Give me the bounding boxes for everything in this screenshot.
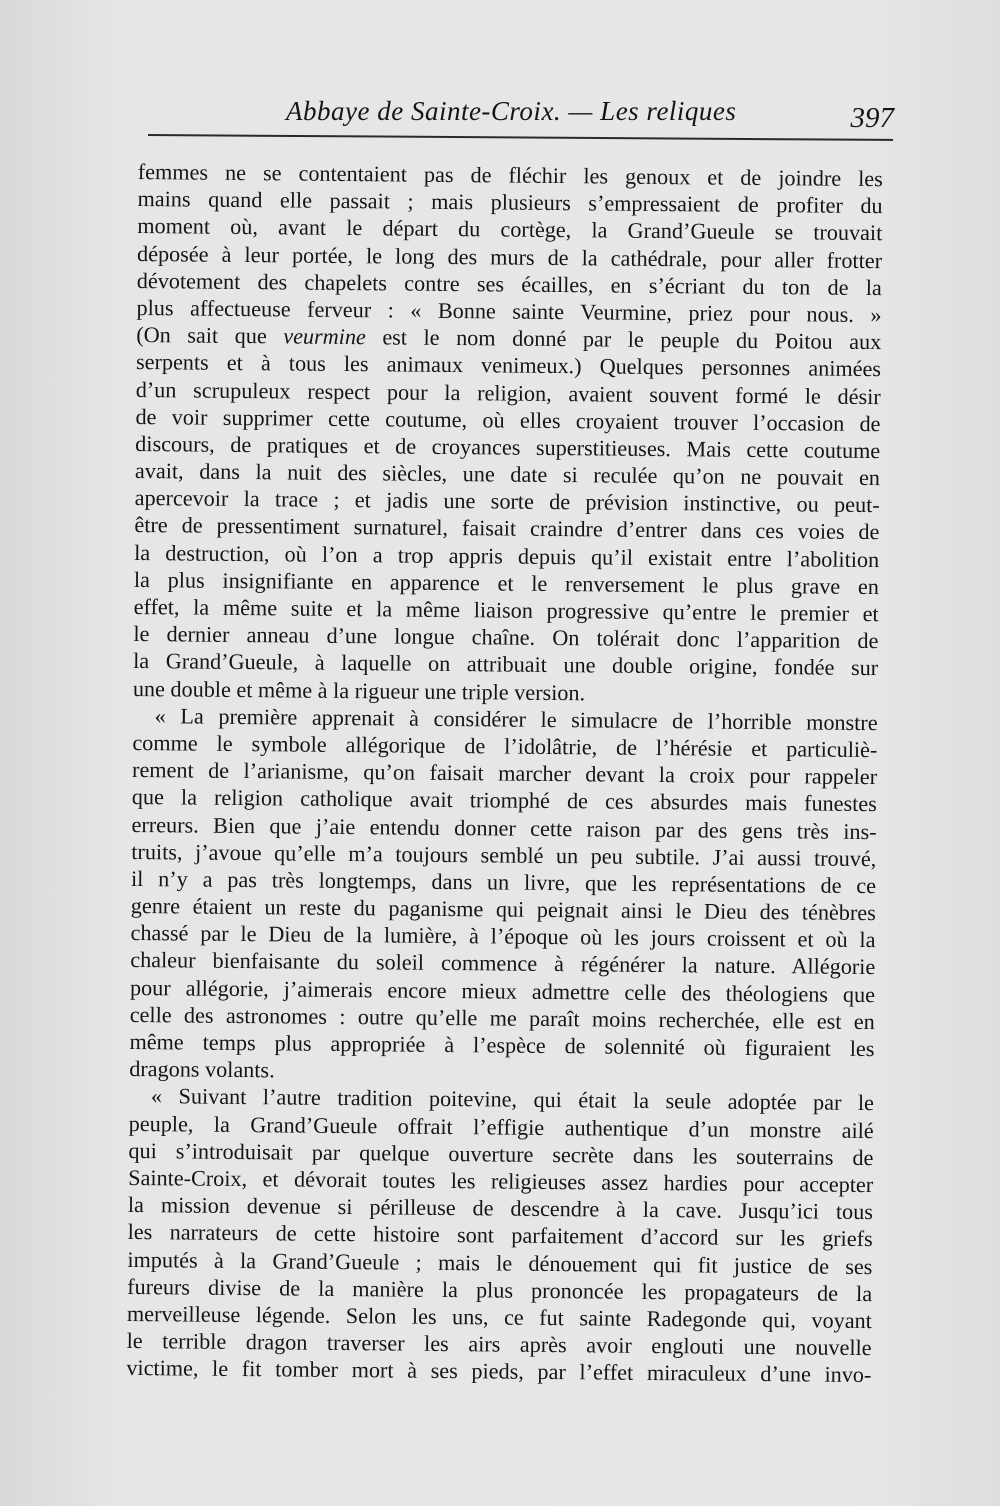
- page-number: 397: [850, 102, 894, 134]
- text-line: qui s’introduisait par quelque ouverture secrète dans les souterrains de: [128, 1137, 874, 1170]
- body-text: [126, 158, 883, 1389]
- text-line: apercevoir la trace ; et jadis une sorte de prévision instinctive, ou peut-: [134, 485, 880, 518]
- text-line: moment où, avant le départ du cortège, la Grand’Gueule se trouvait: [137, 213, 883, 246]
- text-line: « La première apprenait à considérer le simulacre de l’horrible monstre: [154, 702, 878, 735]
- text-line: être de pressentiment surnaturel, faisait craindre d’entrer dans ces voies de: [134, 512, 880, 545]
- text-line: truits, j’avoue qu’elle m’a toujours semblé un peu subtile. J’ai aussi trouvé,: [131, 838, 877, 871]
- text-line: fureurs divise de la manière la plus prononcée les propagateurs de la: [127, 1273, 873, 1306]
- text-line: les narrateurs de cette histoire sont parfaitement d’accord sur les griefs: [127, 1219, 873, 1252]
- text-line: mains quand elle passait ; mais plusieurs s’empressaient de profiter du: [137, 186, 883, 219]
- text-line: avait, dans la nuit des siècles, une date si reculée qu’on ne pouvait en: [134, 458, 881, 491]
- text-line: que la religion catholique avait triomphé de ces absurdes mais funestes: [131, 784, 877, 817]
- text-line: effet, la même suite et la même liaison progressive qu’entre le premier et: [133, 593, 879, 627]
- text-line: la Grand’Gueule, à laquelle on attribuait une double origine, fondée sur: [133, 648, 879, 681]
- text-line: il n’y a pas très longtemps, dans un livre, que les représentations de ce: [130, 865, 877, 898]
- page-header: [148, 96, 894, 140]
- text-line: de voir supprimer cette coutume, où elles croyaient trouver l’occasion de: [135, 403, 881, 436]
- text-line: comme le symbole allégorique de l’idolâtrie, de l’hérésie et particuliè-: [132, 729, 878, 763]
- text-line: peuple, la Grand’Gueule offrait l’effigie authentique d’un monstre ailé: [128, 1110, 874, 1143]
- text-line: serpents et à tous les animaux venimeux.) Quelques personnes animées: [135, 349, 882, 382]
- text-line: merveilleuse légende. Selon les uns, ce fut sainte Radegonde qui, voyant: [126, 1300, 872, 1333]
- text-line: pour allégorie, j’aimerais encore mieux admettre celle des théologiens que: [129, 974, 876, 1007]
- text-line: déposée à leur portée, le long des murs de la cathédrale, pour aller frotter: [136, 240, 883, 273]
- italic-word: veurmine: [283, 323, 366, 350]
- text-line: d’un scrupuleux respect pour la religion, avaient souvent formé le désir: [135, 376, 881, 409]
- text-line: le dernier anneau d’une longue chaîne. On tolérait donc l’apparition de: [133, 621, 879, 654]
- text-line: femmes ne se contentaient pas de fléchir les genoux et de joindre les: [137, 158, 883, 192]
- text-line: chaleur bienfaisante du soleil commence à régénérer la nature. Allégorie: [130, 947, 876, 980]
- text-line: le terrible dragon traverser les airs après avoir englouti une nouvelle: [126, 1328, 872, 1361]
- running-title: Abbaye de Sainte-Croix. — Les reliques: [286, 96, 737, 126]
- text-line: plus affectueuse ferveur : « Bonne sainte Veurmine, priez pour nous. »: [136, 294, 882, 328]
- text-line: « Suivant l’autre tradition poitevine, qui était la seule adoptée par le: [150, 1083, 875, 1116]
- text-line: la destruction, où l’on a trop appris depuis qu’il existait entre l’abolition: [134, 539, 880, 572]
- text-line: discours, de pratiques et de croyances superstitieuses. Mais cette coutume: [135, 430, 881, 464]
- text-line: chassé par le Dieu de la lumière, à l’époque où les jours croissent et où la: [130, 920, 876, 953]
- text-line: genre étaient un reste du paganisme qui peignait ainsi le Dieu des ténèbres: [130, 893, 876, 926]
- text-line: dragons volants.: [129, 1056, 275, 1083]
- text-line: dévotement des chapelets contre ses écailles, en s’écriant du ton de la: [136, 267, 882, 300]
- text-line: une double et même à la rigueur une triple version.: [132, 675, 586, 705]
- text-line: la mission devenue si périlleuse de descendre à la cave. Jusqu’ici tous: [127, 1192, 874, 1225]
- text-line: erreurs. Bien que j’aie entendu donner cette raison par des gens très ins-: [131, 811, 877, 844]
- text-line: celle des astronomes : outre qu’elle me paraît moins recherchée, elle est en: [129, 1001, 875, 1034]
- text-line: rement de l’arianisme, qu’on faisait marcher devant la croix pour rappeler: [132, 757, 878, 790]
- text-line: victime, le fit tomber mort à ses pieds, par l’effet miraculeux d’une invo-: [126, 1355, 872, 1388]
- text-line: (On sait que veurmine est le nom donné par le peuple du Poitou aux: [136, 322, 882, 355]
- text-line: même temps plus appropriée à l’espèce de solennité où figuraient les: [129, 1028, 875, 1062]
- text-line: imputés à la Grand’Gueule ; mais le dénouement qui fit justice de ses: [127, 1246, 873, 1279]
- text-line: Sainte-Croix, et dévorait toutes les religieuses assez hardies pour accepter: [128, 1164, 874, 1198]
- text-line: la plus insignifiante en apparence et le renversement le plus grave en: [133, 566, 880, 599]
